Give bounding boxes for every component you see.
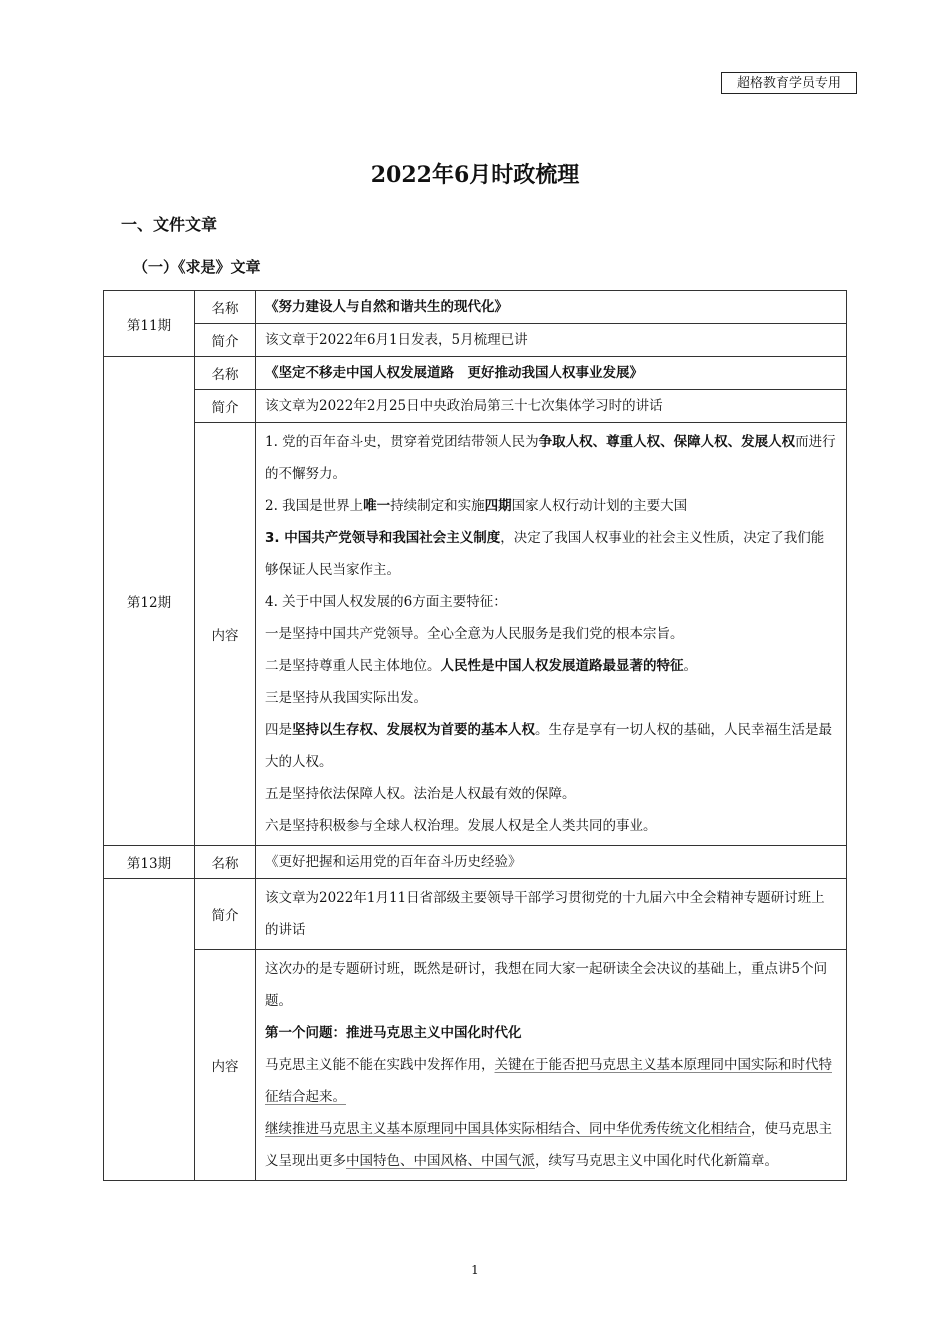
table-row: [104, 846, 847, 879]
issue-13-empty-cell: [104, 879, 195, 1181]
field-label: 内容: [195, 950, 256, 1181]
article-name: 《坚定不移走中国人权发展道路 更好推动我国人权事业发展》: [256, 357, 847, 390]
content-line: 二是坚持尊重人民主体地位。人民性是中国人权发展道路最显著的特征。: [265, 658, 697, 674]
content-line: 三是坚持从我国实际出发。: [265, 690, 427, 706]
table-row: [104, 879, 847, 950]
field-label: 名称: [195, 291, 256, 324]
content-line: 4. 关于中国人权发展的6方面主要特征：: [265, 594, 507, 610]
field-label: 简介: [195, 879, 256, 950]
table-row: [104, 390, 847, 423]
content-subheading: 第一个问题：推进马克思主义中国化时代化: [265, 1025, 522, 1041]
article-intro: 该文章于2022年6月1日发表，5月梳理已讲: [256, 324, 847, 357]
issue-11-label: 第11期: [104, 291, 195, 357]
article-intro: 该文章为2022年2月25日中央政治局第三十七次集体学习时的讲话: [256, 390, 847, 423]
article-intro: 该文章为2022年1月11日省部级主要领导干部学习贯彻党的十九届六中全会精神专题研讨班上的讲话: [256, 879, 847, 950]
article-content: [256, 950, 847, 1181]
content-line: 五是坚持依法保障人权。法治是人权最有效的保障。: [265, 786, 576, 802]
field-label: 简介: [195, 390, 256, 423]
content-paragraph: 继续推进马克思主义基本原理同中国具体实际相结合、同中华优秀传统文化相结合，使马克思主义呈现出更多中国特色、中国风格、中国气派，续写马克思主义中国化时代化新篇章。: [265, 1121, 832, 1169]
content-line: 3. 中国共产党领导和我国社会主义制度，决定了我国人权事业的社会主义性质，决定了我们能够保证人民当家作主。: [265, 530, 825, 578]
section-heading: 一、文件文章: [121, 215, 218, 234]
content-paragraph: 这次办的是专题研讨班，既然是研讨，我想在同大家一起研读全会决议的基础上，重点讲5个问题。: [265, 961, 828, 1009]
table-row: [104, 324, 847, 357]
page-title: 2022年6月时政梳理: [370, 162, 580, 188]
table-row: [104, 291, 847, 324]
field-label: 简介: [195, 324, 256, 357]
content-line: 六是坚持积极参与全球人权治理。发展人权是全人类共同的事业。: [265, 818, 657, 834]
page-number: 1: [471, 1263, 479, 1277]
article-name: 《努力建设人与自然和谐共生的现代化》: [256, 291, 847, 324]
field-label: 名称: [195, 357, 256, 390]
issue-13-label: 第13期: [104, 846, 195, 879]
watermark-label: 超格教育学员专用: [721, 72, 857, 94]
content-paragraph: 马克思主义能不能在实践中发挥作用，关键在于能否把马克思主义基本原理同中国实际和时代特征结合起来。: [265, 1057, 832, 1105]
table-row: [104, 357, 847, 390]
field-label: 内容: [195, 423, 256, 846]
issue-12-label: 第12期: [104, 357, 195, 846]
field-label: 名称: [195, 846, 256, 879]
table-row: [104, 423, 847, 846]
content-line: 四是坚持以生存权、发展权为首要的基本人权。生存是享有一切人权的基础，人民幸福生活是最大的人权。: [265, 722, 832, 770]
article-content: [256, 423, 847, 846]
table-row: [104, 950, 847, 1181]
content-line: 1. 党的百年奋斗史，贯穿着党团结带领人民为争取人权、尊重人权、保障人权、发展人权而进行的不懈努力。: [265, 434, 836, 482]
content-line: 2. 我国是世界上唯一持续制定和实施四期国家人权行动计划的主要大国: [265, 498, 688, 514]
article-name: 《更好把握和运用党的百年奋斗历史经验》: [256, 846, 847, 879]
content-line: 一是坚持中国共产党领导。全心全意为人民服务是我们党的根本宗旨。: [265, 626, 684, 642]
subsection-heading: （一）《求是》文章: [133, 258, 261, 276]
articles-table: [103, 290, 847, 1181]
